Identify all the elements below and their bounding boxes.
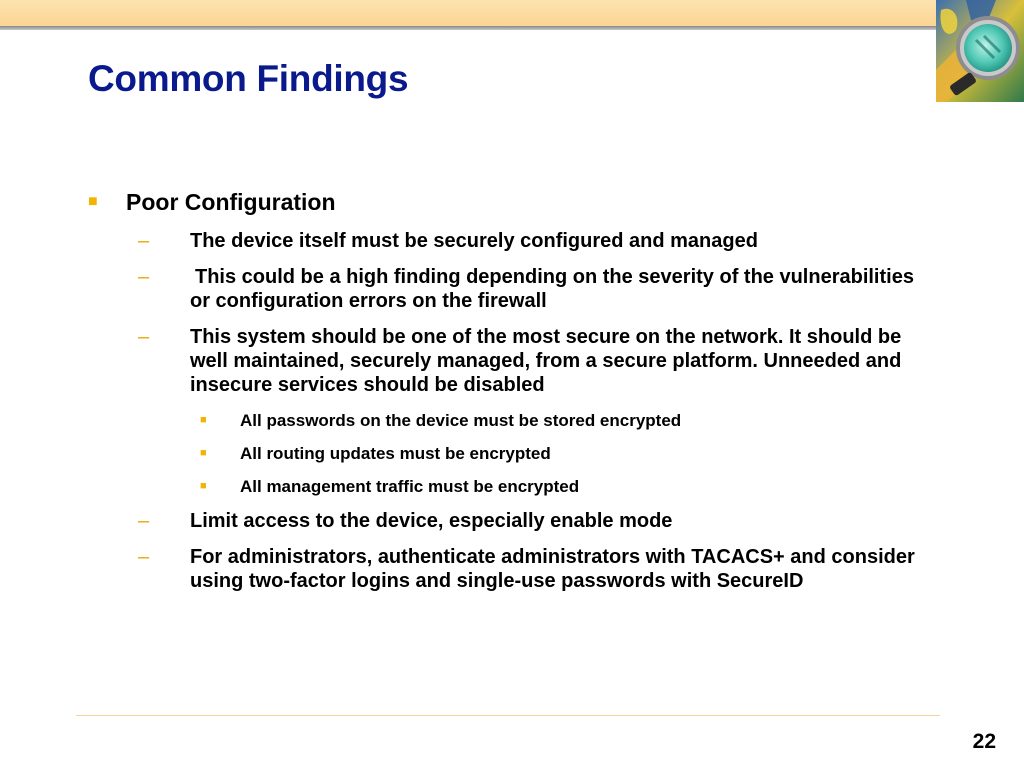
square-bullet-icon: ■ bbox=[200, 480, 207, 492]
heading-text: Poor Configuration bbox=[126, 189, 336, 215]
dash-bullet-icon: – bbox=[138, 266, 150, 288]
dash-bullet-icon: – bbox=[138, 230, 150, 252]
sub-list-item bbox=[200, 443, 920, 464]
magnifier-lock-icon bbox=[936, 0, 1024, 102]
list-item-text: For administrators, authenticate administrators with TACACS+ and consider using two-factor logins and single-use passwords with SecureID bbox=[190, 546, 915, 592]
dash-bullet-icon: – bbox=[138, 510, 150, 532]
sub-list-item-text: All passwords on the device must be stored encrypted bbox=[240, 411, 682, 430]
sub-list-item-text: All management traffic must be encrypted bbox=[240, 477, 580, 496]
list-item-text: Limit access to the device, especially enable mode bbox=[190, 510, 673, 532]
header-band bbox=[0, 0, 940, 26]
list-item bbox=[138, 545, 918, 593]
square-bullet-icon: ■ bbox=[200, 414, 207, 426]
footer-rule bbox=[76, 715, 940, 716]
list-item bbox=[138, 265, 918, 313]
header-rule bbox=[0, 26, 940, 30]
list-item bbox=[138, 509, 918, 533]
sub-list-item-text: All routing updates must be encrypted bbox=[240, 444, 551, 463]
sub-list-item bbox=[200, 476, 920, 497]
list-item-text: The device itself must be securely configured and managed bbox=[190, 230, 758, 252]
slide-title: Common Findings bbox=[88, 58, 409, 99]
list-item bbox=[138, 325, 918, 397]
list-item-text: This could be a high finding depending on the severity of the vulnerabilities or configuration errors on the firewall bbox=[190, 266, 914, 312]
list-item bbox=[138, 229, 918, 253]
square-bullet-icon: ■ bbox=[200, 447, 207, 459]
dash-bullet-icon: – bbox=[138, 546, 150, 568]
page-number: 22 bbox=[972, 730, 996, 753]
square-bullet-icon: ■ bbox=[88, 193, 98, 210]
dash-bullet-icon: – bbox=[138, 326, 150, 348]
sub-list-item bbox=[200, 410, 920, 431]
list-item-text: This system should be one of the most secure on the network. It should be well maintained, securely managed, from a secure platform. Unneeded and insecure services should be disabled bbox=[190, 326, 902, 396]
